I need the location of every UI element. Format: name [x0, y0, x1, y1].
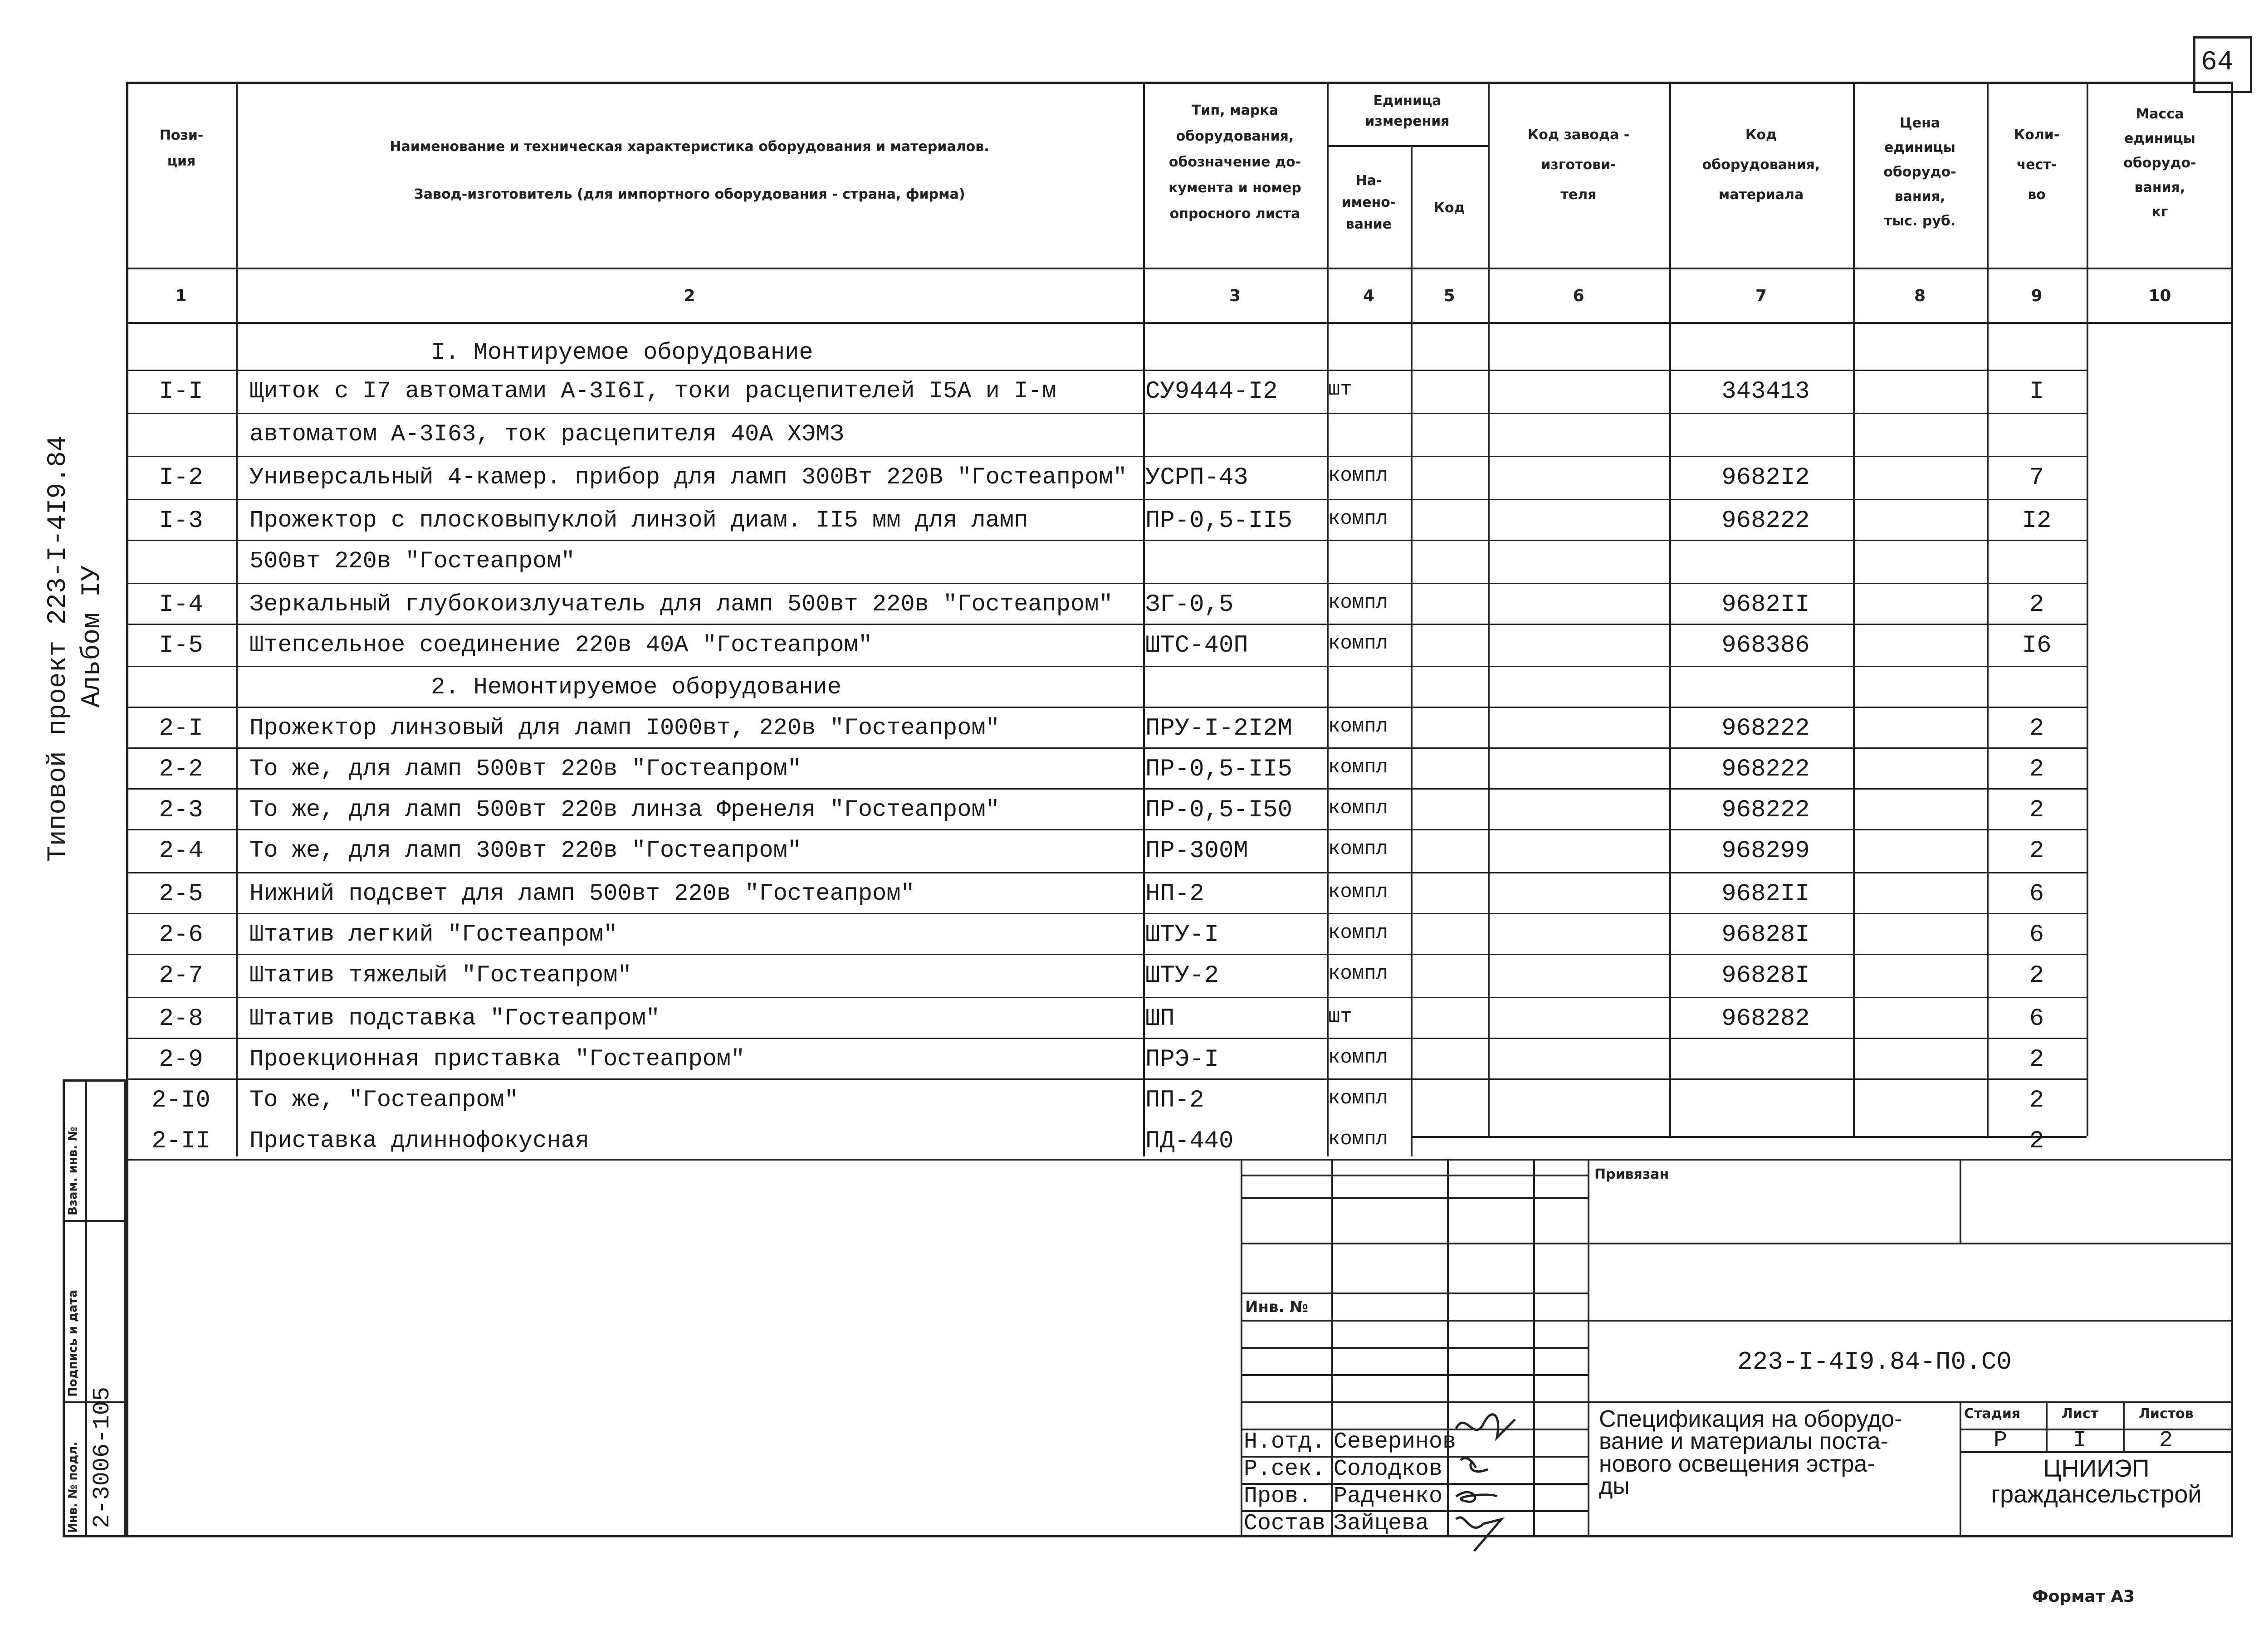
row-20-name: Приставка длиннофокусная	[249, 1127, 589, 1154]
colnum-5: 5	[1443, 287, 1455, 305]
sheet-number: 64	[2201, 47, 2234, 78]
organization-name: ЦНИИЭП граждансельстрой	[1991, 1455, 2202, 1508]
privyazan-label: Привязан	[1594, 1166, 1669, 1182]
row-19-unit: компл	[1328, 1087, 1388, 1110]
sig-role-2: Р.сек.	[1244, 1456, 1326, 1482]
row-11-pos: 2-2	[159, 756, 203, 783]
row-11-type: ПР-0,5-II5	[1145, 756, 1293, 783]
row-1-name: I. Монтируемое оборудование	[431, 339, 813, 366]
row-19-name: То же, "Гостеапром"	[249, 1087, 518, 1113]
row-divider	[126, 788, 2087, 790]
podpis-label: Подпись и дата	[66, 1289, 80, 1397]
row-11-unit: компл	[1328, 756, 1388, 779]
stage-value: Р	[1994, 1428, 2008, 1454]
row-12-qty: 2	[2029, 796, 2044, 824]
row-divider	[126, 747, 2087, 749]
colnum-2: 2	[684, 287, 695, 305]
sig-name-2: Солодков	[1334, 1456, 1443, 1482]
row-17-qty: 6	[2029, 1005, 2044, 1033]
row-divider	[126, 540, 2087, 541]
side-album-title: Альбом IУ	[78, 565, 107, 707]
row-18-qty: 2	[2029, 1046, 2044, 1073]
inv-value: 2-3006-105	[89, 1386, 116, 1528]
row-8-name: Штепсельное соединение 220в 40А "Гостеапром"	[249, 632, 873, 658]
header-unit-code: Код	[1433, 200, 1465, 216]
colnum-7: 7	[1755, 287, 1767, 305]
row-11-qty: 2	[2029, 756, 2044, 783]
sig-name-4: Зайцева	[1334, 1511, 1429, 1536]
row-4-name: Универсальный 4-камер. прибор для ламп 300Вт 220В "Гостеапром"	[249, 464, 1127, 491]
row-8-qty: I6	[2022, 632, 2052, 659]
vzam-label: Взам. инв. №	[66, 1127, 80, 1215]
row-2-type: СУ9444-I2	[1145, 378, 1278, 405]
row-divider	[126, 666, 2087, 667]
row-15-pos: 2-6	[159, 921, 203, 949]
row-11-code: 968222	[1721, 756, 1810, 783]
row-19-qty: 2	[2029, 1087, 2044, 1114]
header-unit-name: На- имено- вание	[1341, 173, 1396, 232]
row-4-type: УСРП-43	[1145, 464, 1248, 492]
row-13-code: 968299	[1721, 837, 1810, 865]
row-13-type: ПР-300М	[1145, 837, 1248, 865]
row-7-unit: компл	[1328, 591, 1388, 614]
colnum-3: 3	[1229, 287, 1241, 305]
row-divider	[126, 1038, 2087, 1039]
row-7-pos: I-4	[159, 591, 203, 619]
row-10-pos: 2-I	[159, 715, 203, 742]
stage-label: Стадия	[1964, 1406, 2021, 1422]
row-20-qty: 2	[2029, 1127, 2044, 1155]
row-20-type: ПД-440	[1145, 1127, 1234, 1155]
colnum-8: 8	[1914, 287, 1926, 305]
row-divider	[126, 583, 2087, 584]
row-8-type: ШТС-40П	[1145, 632, 1248, 659]
header-equipment-code: Код оборудования, материала	[1702, 127, 1820, 203]
row-15-qty: 6	[2029, 921, 2044, 949]
sig-role-4: Состав	[1244, 1511, 1326, 1536]
row-14-type: НП-2	[1145, 880, 1204, 908]
row-13-unit: компл	[1328, 838, 1388, 860]
row-18-unit: компл	[1328, 1046, 1388, 1069]
row-2-name: Щиток с I7 автоматами А-3I6I, токи расцепителей I5А и I-м	[249, 378, 1056, 405]
row-2-code: 343413	[1721, 378, 1810, 405]
row-12-type: ПР-0,5-I50	[1145, 796, 1293, 824]
row-4-unit: компл	[1328, 464, 1388, 487]
row-divider	[126, 456, 2087, 457]
row-3-name: автоматом А-3I63, ток расцепителя 40А ХЭМЗ	[249, 421, 844, 448]
sheet-value: I	[2073, 1428, 2087, 1454]
colnum-10: 10	[2148, 287, 2171, 305]
row-divider	[126, 829, 2087, 830]
inv-podl-label: Инв. № подл.	[66, 1441, 80, 1533]
row-14-code: 9682II	[1721, 880, 1810, 908]
row-8-unit: компл	[1328, 632, 1388, 655]
row-16-type: ШТУ-2	[1145, 962, 1219, 990]
row-17-code: 968282	[1721, 1005, 1810, 1033]
row-2-pos: I-I	[159, 378, 203, 405]
row-10-name: Прожектор линзовый для ламп I000вт, 220в "Гостеапром"	[249, 715, 1000, 741]
handwritten-signatures	[1447, 1406, 1592, 1556]
row-7-name: Зеркальный глубокоизлучатель для ламп 500вт 220в "Гостеапром"	[249, 591, 1113, 618]
row-divider	[126, 499, 2087, 500]
row-16-unit: компл	[1328, 962, 1388, 985]
row-13-name: То же, для ламп 300вт 220в "Гостеапром"	[249, 837, 802, 864]
row-11-name: То же, для ламп 500вт 220в "Гостеапром"	[249, 756, 802, 782]
row-divider	[126, 954, 2087, 955]
row-10-type: ПРУ-I-2I2М	[1145, 715, 1293, 742]
row-16-qty: 2	[2029, 962, 2044, 990]
row-5-unit: компл	[1328, 507, 1388, 530]
row-divider	[126, 1078, 2087, 1080]
title-description: Спецификация на оборудо- вание и материалы поста- нового освещения эстра- ды	[1599, 1406, 1902, 1500]
header-quantity: Коли- чест- во	[2014, 127, 2060, 203]
row-5-name: Прожектор с плосковыпуклой линзой диам. II5 мм для ламп	[249, 507, 1028, 534]
row-8-code: 968386	[1721, 632, 1810, 659]
row-10-code: 968222	[1721, 715, 1810, 742]
row-14-qty: 6	[2029, 880, 2044, 908]
row-7-qty: 2	[2029, 591, 2044, 619]
header-factory-code: Код завода - изготови- теля	[1527, 127, 1630, 203]
row-13-qty: 2	[2029, 837, 2044, 865]
colnum-9: 9	[2031, 287, 2043, 305]
row-14-unit: компл	[1328, 881, 1388, 903]
row-15-name: Штатив легкий "Гостеапром"	[249, 921, 618, 948]
row-8-pos: I-5	[159, 632, 203, 659]
sig-role-1: Н.отд.	[1244, 1429, 1326, 1455]
row-18-pos: 2-9	[159, 1046, 203, 1073]
row-4-pos: I-2	[159, 464, 203, 492]
sheets-label: Листов	[2139, 1406, 2194, 1422]
header-mass: Масса единицы оборудо- вания, кг	[2123, 106, 2196, 220]
row-18-type: ПРЭ-I	[1145, 1046, 1219, 1073]
sheets-value: 2	[2159, 1428, 2173, 1454]
row-14-pos: 2-5	[159, 880, 203, 908]
row-15-unit: компл	[1328, 922, 1388, 944]
row-17-unit: шт	[1328, 1005, 1352, 1028]
row-15-type: ШТУ-I	[1145, 921, 1219, 949]
format-label: Формат А3	[2032, 1587, 2135, 1606]
row-4-qty: 7	[2029, 464, 2044, 492]
row-divider	[126, 370, 2087, 371]
row-17-pos: 2-8	[159, 1005, 203, 1033]
row-15-code: 96828I	[1721, 921, 1810, 949]
row-13-pos: 2-4	[159, 837, 203, 865]
row-12-name: То же, для ламп 500вт 220в линза Френеля "Гостеапром"	[249, 796, 1000, 823]
sig-role-3: Пров.	[1244, 1483, 1312, 1509]
sig-name-3: Радченко	[1334, 1483, 1443, 1509]
row-17-name: Штатив подставка "Гостеапром"	[249, 1005, 660, 1032]
row-7-code: 9682II	[1721, 591, 1810, 619]
header-type: Тип, марка оборудования, обозначение до- кумента и номер опросного листа	[1168, 102, 1301, 222]
sheet-label: Лист	[2062, 1406, 2099, 1422]
document-code: 223-I-4I9.84-П0.С0	[1737, 1347, 2012, 1376]
row-19-type: ПП-2	[1145, 1087, 1204, 1114]
row-divider	[126, 997, 2087, 998]
row-divider	[126, 707, 2087, 708]
row-6-name: 500вт 220в "Гостеапром"	[249, 548, 575, 575]
row-17-type: ШП	[1145, 1005, 1175, 1033]
sig-name-1: Северинов	[1334, 1429, 1457, 1455]
colnum-4: 4	[1363, 287, 1375, 305]
row-divider	[126, 872, 2087, 873]
row-14-name: Нижний подсвет для ламп 500вт 220в "Гостеапром"	[249, 880, 915, 907]
header-name-line2: Завод-изготовитель (для импортного оборудования - страна, фирма)	[414, 186, 965, 202]
colnum-1: 1	[175, 287, 187, 305]
row-10-unit: компл	[1328, 715, 1388, 738]
inv-no-label: Инв. №	[1245, 1298, 1309, 1316]
row-9-name: 2. Немонтируемое оборудование	[431, 674, 841, 701]
row-5-pos: I-3	[159, 507, 203, 535]
row-2-unit: шт	[1328, 378, 1352, 401]
side-project-title: Типовой проект 223-I-4I9.84	[44, 435, 73, 862]
row-16-name: Штатив тяжелый "Гостеапром"	[249, 962, 632, 989]
row-divider	[126, 913, 2087, 914]
row-5-type: ПР-0,5-II5	[1145, 507, 1293, 535]
header-price: Цена единицы оборудо- вания, тыс. руб.	[1883, 115, 1956, 229]
row-12-code: 968222	[1721, 796, 1810, 824]
row-12-unit: компл	[1328, 797, 1388, 819]
row-divider	[126, 413, 2087, 414]
row-5-qty: I2	[2022, 507, 2052, 535]
colnum-6: 6	[1573, 287, 1584, 305]
row-4-code: 9682I2	[1721, 464, 1810, 492]
row-19-pos: 2-I0	[152, 1087, 210, 1114]
row-16-pos: 2-7	[159, 962, 203, 990]
row-16-code: 96828I	[1721, 962, 1810, 990]
row-20-pos: 2-II	[152, 1127, 210, 1155]
row-12-pos: 2-3	[159, 796, 203, 824]
header-name-line1: Наименование и техническая характеристика оборудования и материалов.	[390, 139, 989, 155]
row-7-type: ЗГ-0,5	[1145, 591, 1234, 619]
header-unit-group: Единица измерения	[1365, 93, 1450, 129]
header-position: Пози- ция	[159, 127, 204, 169]
row-10-qty: 2	[2029, 715, 2044, 742]
row-20-unit: компл	[1328, 1128, 1388, 1151]
row-divider	[126, 624, 2087, 625]
row-18-name: Проекционная приставка "Гостеапром"	[249, 1046, 745, 1073]
row-2-qty: I	[2029, 378, 2044, 405]
row-5-code: 968222	[1721, 507, 1810, 535]
